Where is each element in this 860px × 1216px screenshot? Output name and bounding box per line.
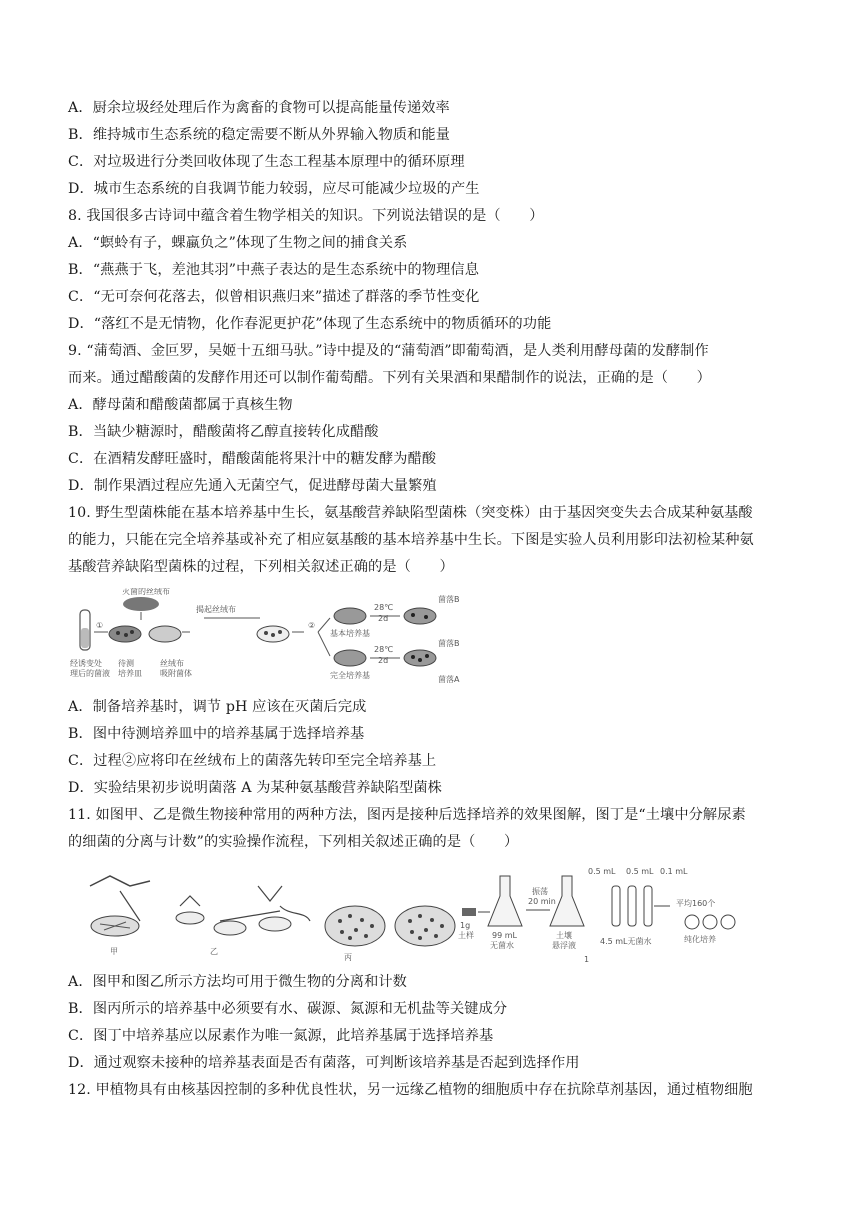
fig1-mutagenized-label-2: 理后的菌液 [70,669,110,678]
fig1-step2-label: ② [308,621,316,630]
fig1-complete-medium-label: 完全培养基 [330,671,370,680]
fig2-mark-label: 1 [584,955,590,964]
q11-option-b: B．图丙所示的培养基中必须要有水、碳源、氮源和无机盐等关键成分 [68,1001,508,1017]
q9-stem-line2: 而来。通过醋酸菌的发酵作用还可以制作葡萄醋。下列有关果酒和果醋制作的说法，正确的是（ ） [68,370,711,386]
q11-option-a: A．图甲和图乙所示方法均可用于微生物的分离和计数 [68,974,407,990]
fig1-colony-a-label: 菌落A [438,675,460,684]
q11-option-c: C．图丁中培养基应以尿素作为唯一氮源，此培养基属于选择培养基 [68,1028,494,1044]
fig2-20min-label: 20 min [528,897,556,906]
q7-option-a: A．厨余垃圾经处理后作为禽畜的食物可以提高能量传递效率 [68,100,450,116]
fig1-velvet-label: 灭菌的丝绒布 [122,588,170,596]
fig2-soil-suspension-2: 悬浮液 [552,941,576,950]
q10-option-d: D．实验结果初步说明菌落 A 为某种氨基酸营养缺陷型菌株 [68,780,442,796]
fig1-colony-b-top-label: 菌落B [438,595,460,604]
fig1-temp1-label: 28℃ [374,603,394,612]
fig1-temp2-label: 28℃ [374,645,394,654]
q9-stem-line1: 9. “蒲萄酒、金叵罗，吴姬十五细马驮。”诗中提及的“蒲萄酒”即葡萄酒，是人类利用酵母菌的发酵制作 [68,343,709,359]
fig2-average-label: 平均160个 [676,899,716,908]
q8-option-c: C．“无可奈何花落去，似曾相识燕归来”描述了群落的季节性变化 [68,289,480,305]
q8-option-d: D．“落红不是无情物，化作春泥更护花”体现了生态系统中的物质循环的功能 [68,316,552,332]
q8-option-b: B．“燕燕于飞，差池其羽”中燕子表达的是生态系统中的物理信息 [68,262,479,278]
fig2-1g-label: 1g [460,921,471,930]
fig2-99ml-label: 99 mL [492,931,517,940]
fig1-basic-medium-label: 基本培养基 [330,629,370,638]
fig2-yi-label: 乙 [210,947,218,956]
q9-option-a: A．酵母菌和醋酸菌都属于真核生物 [68,397,293,413]
fig1-step1-label: ① [96,621,104,630]
fig2-soil-label: 土样 [458,931,474,940]
q9-option-c: C．在酒精发酵旺盛时，醋酸菌能将果汁中的糖发酵为醋酸 [68,451,437,467]
q10-stem-line2: 的能力，只能在完全培养基或补充了相应氨基酸的基本培养基中生长。下图是实验人员利用影印法初检某种氨 [68,532,754,548]
q11-option-d: D．通过观察未接种的培养基表面是否有菌落，可判断该培养基是否起到选择作用 [68,1055,580,1071]
q8-stem: 8. 我国很多古诗词中蕴含着生物学相关的知识。下列说法错误的是（ ） [68,208,544,224]
fig1-time1-label: 2d [378,614,389,623]
q10-option-a: A．制备培养基时，调节 pH 应该在灭菌后完成 [68,699,367,715]
fig1-absorb-label: 吸附菌体 [160,669,192,678]
q11-stem-line2: 的细菌的分离与计数”的实验操作流程，下列相关叙述正确的是（ ） [68,834,519,850]
q10-stem-line3: 基酸营养缺陷型菌株的过程，下列相关叙述正确的是（ ） [68,559,454,575]
fig2-0-5ml-a: 0.5 mL [588,867,616,876]
fig1-time2-label: 2d [378,656,389,665]
fig2-bing-label: 丙 [344,953,352,962]
q7-option-d: D．城市生态系统的自我调节能力较弱，应尽可能减少垃圾的产生 [68,181,480,197]
inoculation-figure [80,866,800,966]
q8-option-a: A．“螟蛉有子，蜾蠃负之”体现了生物之间的捕食关系 [68,235,408,251]
fig2-0-1ml: 0.1 mL [660,867,688,876]
inoculation-diagram [80,866,800,966]
q7-option-c: C．对垃圾进行分类回收体现了生态工程基本原理中的循环原理 [68,154,465,170]
fig1-lift-label: 揭起丝绒布 [196,605,236,614]
fig2-4-5ml-label: 4.5 mL无菌水 [600,937,652,946]
q11-stem-line1: 11. 如图甲、乙是微生物接种常用的两种方法，图丙是接种后选择培养的效果图解，图丁是“土壤中分解尿素 [68,807,746,823]
q9-option-d: D．制作果酒过程应先通入无菌空气，促进酵母菌大量繁殖 [68,478,437,494]
replica-plating-figure [68,588,488,688]
fig2-shake-label: 振荡 [532,887,548,896]
q10-stem-line1: 10. 野生型菌株能在基本培养基中生长，氨基酸营养缺陷型菌株（突变株）由于基因突变失去合成某种氨基酸 [68,505,753,521]
fig1-test-label-2: 培养皿 [118,669,142,678]
fig2-jia-label: 甲 [110,947,118,956]
fig1-colony-b-bottom-label: 菌落B [438,639,460,648]
fig1-mutagenized-label-1: 经诱变处 [70,659,102,668]
q10-option-b: B．图中待测培养皿中的培养基属于选择培养基 [68,726,365,742]
fig2-soil-suspension-1: 土壤 [556,931,572,940]
q7-option-b: B．维持城市生态系统的稳定需要不断从外界输入物质和能量 [68,127,451,143]
fig2-purify-label: 纯化培养 [684,935,716,944]
q10-option-c: C．过程②应将印在丝绒布上的菌落先转印至完全培养基上 [68,753,437,769]
q9-option-b: B．当缺少糖源时，醋酸菌将乙醇直接转化成醋酸 [68,424,379,440]
fig1-test-label-1: 待测 [118,659,134,668]
fig2-sterile-water-label: 无菌水 [490,941,514,950]
fig1-velvet-cloth-label: 丝绒布 [160,659,184,668]
q12-stem-line1: 12. 甲植物具有由核基因控制的多种优良性状，另一远缘乙植物的细胞质中存在抗除草剂基因，通过植物细胞 [68,1082,753,1098]
replica-plating-diagram [68,588,488,688]
fig2-0-5ml-b: 0.5 mL [626,867,654,876]
